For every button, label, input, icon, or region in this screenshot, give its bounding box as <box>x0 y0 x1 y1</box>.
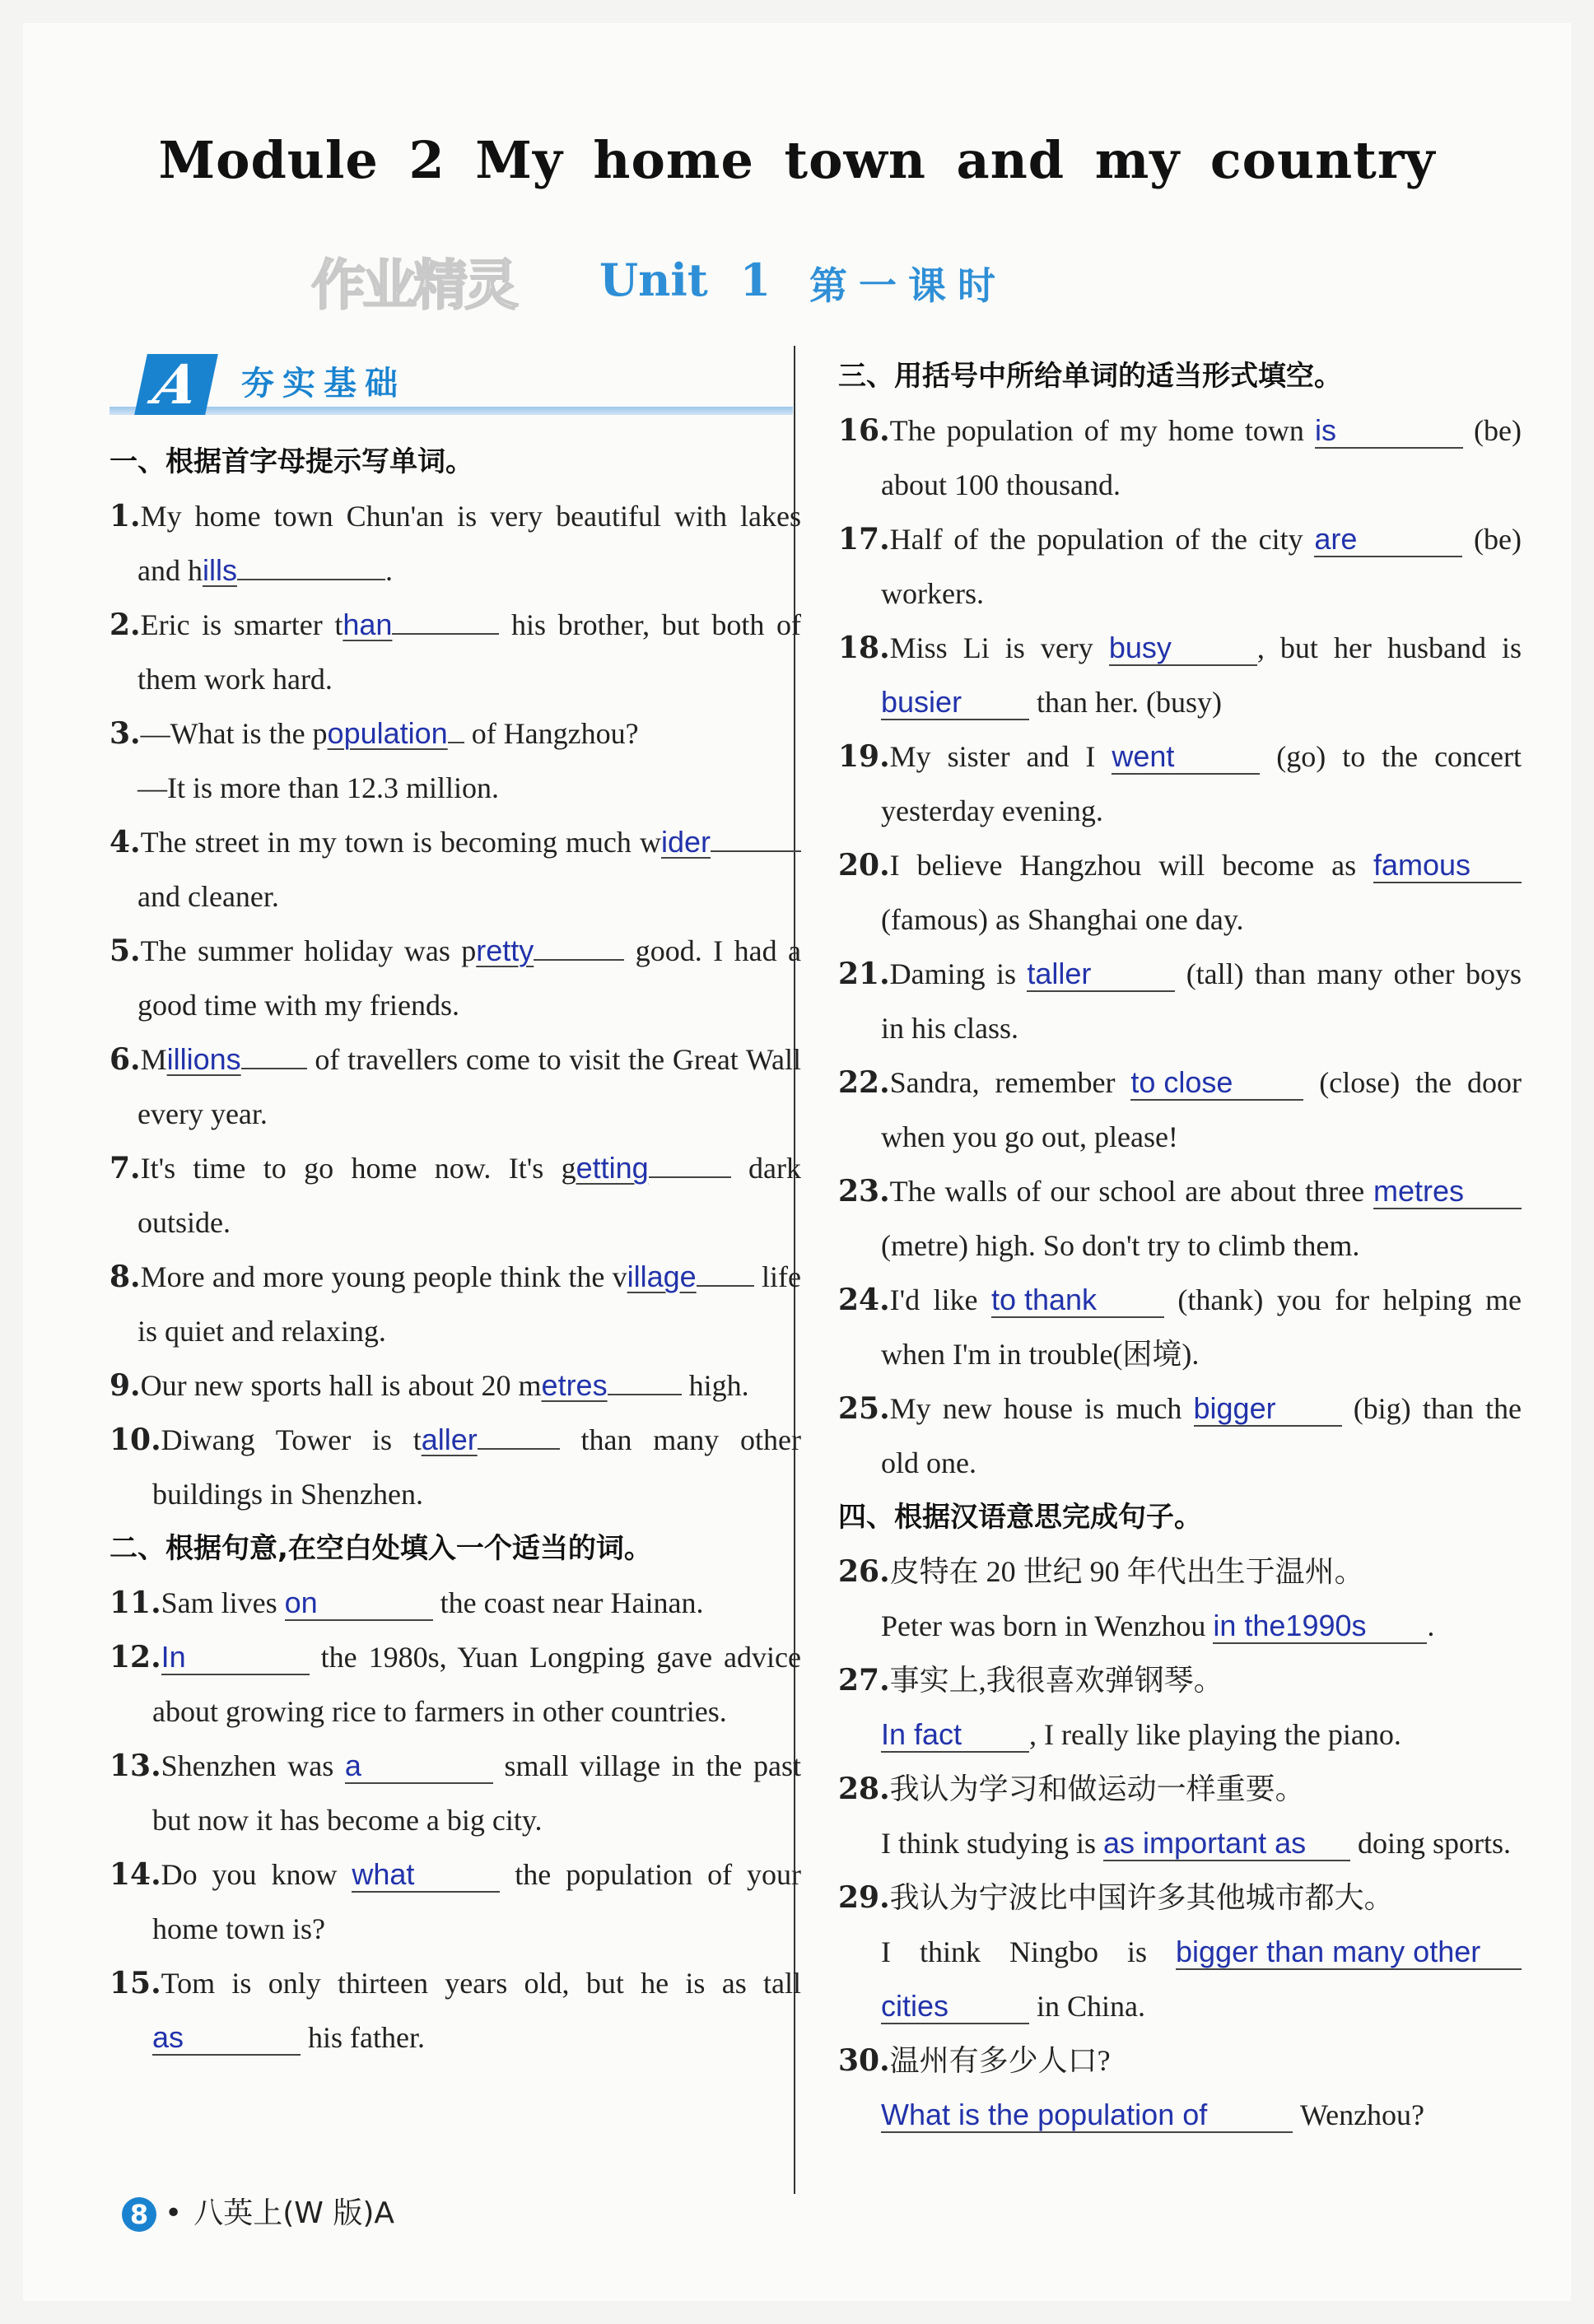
question-text: in China. <box>1029 1990 1145 2023</box>
question-23 <box>838 1164 1522 1273</box>
question-text: Sam lives <box>161 1586 285 1619</box>
question-13 <box>110 1739 801 1847</box>
answer-blank[interactable]: etres <box>541 1368 608 1402</box>
question-text: It's time to go home now. It's g <box>140 1152 576 1185</box>
question-text: (metre) high. So don't try to climb them. <box>881 1229 1360 1262</box>
question-text: of Hangzhou? <box>464 717 639 750</box>
worksheet-page <box>23 23 1571 2301</box>
answer-blank[interactable]: a <box>345 1749 493 1784</box>
question-text: than many other buildings in Shenzhen. <box>152 1423 802 1511</box>
section-heading-1: 一、根据首字母提示写单词。 <box>110 445 473 478</box>
question-text: (famous) as Shanghai one day. <box>881 903 1244 936</box>
answer-blank[interactable]: famous <box>1373 849 1522 883</box>
question-text: The walls of our school are about three <box>889 1175 1373 1208</box>
banner-underline <box>110 407 793 415</box>
book-title: 八英上(W 版)A <box>193 2196 394 2230</box>
question-26 <box>838 1544 1522 1653</box>
question-1 <box>110 489 801 598</box>
question-28 <box>838 1762 1522 1870</box>
page-footer <box>122 2190 394 2232</box>
answer-blank[interactable]: to thank <box>991 1283 1164 1318</box>
question-text: Tom is only thirteen years old, but he is as tall <box>161 1967 801 2000</box>
question-number: 11. <box>110 1586 161 1620</box>
question-number: 3. <box>110 716 141 751</box>
question-text: Eric is smarter t <box>140 608 343 641</box>
answer-underline <box>478 1448 560 1450</box>
question-number: 14. <box>110 1857 161 1892</box>
question-29 <box>838 1870 1522 2033</box>
question-text: (be) about 100 thousand. <box>881 414 1522 501</box>
answer-underline <box>534 959 624 961</box>
answer-blank[interactable]: is <box>1315 414 1463 449</box>
question-number: 4. <box>110 825 141 859</box>
question-text: The street in my town is becoming much w <box>140 826 661 859</box>
question-text: I believe Hangzhou will become as <box>889 849 1373 882</box>
question-chinese: 温州有多少人口? <box>889 2044 1111 2077</box>
question-number: 28. <box>838 1772 890 1806</box>
question-text: (thank) you for helping me when I'm in trouble(困境). <box>881 1283 1522 1371</box>
question-9 <box>110 1358 801 1413</box>
question-text: the 1980s, Yuan Longping gave advice about growing rice to farmers in other countries. <box>152 1641 801 1728</box>
question-text: The summer holiday was p <box>140 934 477 967</box>
question-text: Peter was born in Wenzhou <box>881 1609 1214 1642</box>
question-text: —It is more than 12.3 million. <box>137 771 499 804</box>
question-text: than her. (busy) <box>1029 686 1222 719</box>
question-text: The population of my home town <box>889 414 1315 447</box>
answer-blank[interactable]: illions <box>166 1042 241 1076</box>
question-number: 15. <box>110 1966 161 2000</box>
answer-blank[interactable]: illage <box>627 1260 697 1293</box>
question-text: Sandra, remember <box>889 1066 1131 1099</box>
right-column <box>838 360 1522 2142</box>
question-text: I'd like <box>889 1283 991 1316</box>
question-3 <box>110 706 801 815</box>
question-15 <box>110 1956 801 2065</box>
question-text: Shenzhen was <box>161 1749 345 1782</box>
question-number: 1. <box>110 499 141 533</box>
question-number: 24. <box>838 1283 890 1317</box>
question-20 <box>838 838 1522 947</box>
answer-blank[interactable]: What is the population of <box>881 2098 1293 2133</box>
question-21 <box>838 947 1522 1055</box>
question-text: life is quiet and relaxing. <box>137 1260 801 1348</box>
module-title: Module 2 My home town and my country <box>158 130 1436 190</box>
question-12 <box>110 1630 801 1739</box>
question-number: 2. <box>110 608 141 642</box>
answer-blank-2[interactable]: cities <box>881 1990 1029 2024</box>
answer-blank[interactable]: In <box>161 1641 310 1675</box>
question-number: 12. <box>110 1640 161 1674</box>
question-text: I think studying is <box>881 1827 1104 1860</box>
question-5 <box>110 924 801 1032</box>
page-number: 8 <box>122 2197 156 2232</box>
question-text: and cleaner. <box>137 880 279 913</box>
answer-blank[interactable]: in the1990s <box>1213 1609 1427 1644</box>
question-number: 7. <box>110 1151 141 1185</box>
answer-underline <box>448 742 464 743</box>
question-number: 26. <box>838 1554 890 1589</box>
question-text: (be) workers. <box>881 523 1522 610</box>
question-text: Diwang Tower is t <box>161 1423 422 1456</box>
question-number: 8. <box>110 1260 141 1294</box>
footer-dot: • <box>165 2196 183 2230</box>
question-text: My new house is much <box>889 1392 1194 1425</box>
question-text: M <box>140 1043 167 1076</box>
question-text: I think Ningbo is <box>881 1935 1176 1968</box>
answer-blank[interactable]: bigger than many other <box>1176 1935 1522 1970</box>
answer-blank[interactable]: retty <box>476 934 534 967</box>
question-text: . <box>1427 1609 1435 1642</box>
question-text: My sister and I <box>889 740 1112 773</box>
question-number: 20. <box>838 848 890 883</box>
question-text: dark outside. <box>137 1152 801 1239</box>
question-text: his father. <box>301 2021 425 2054</box>
question-6 <box>110 1032 801 1141</box>
question-17 <box>838 512 1522 621</box>
question-16 <box>838 403 1522 512</box>
question-text: , I really like playing the piano. <box>1029 1718 1401 1751</box>
question-text: high. <box>681 1369 749 1402</box>
answer-blank[interactable]: as <box>152 2021 301 2056</box>
question-text: , but her husband is <box>1256 631 1522 664</box>
question-chinese: 我认为宁波比中国许多其他城市都大。 <box>889 1881 1394 1914</box>
question-number: 22. <box>838 1065 890 1100</box>
question-number: 30. <box>838 2043 890 2078</box>
answer-blank[interactable]: what <box>352 1858 500 1893</box>
answer-blank[interactable]: busy <box>1109 631 1257 666</box>
answer-blank[interactable]: to close <box>1130 1066 1303 1101</box>
question-text: (big) than the old one. <box>881 1392 1522 1479</box>
question-text: (go) to the concert yesterday evening. <box>881 740 1522 827</box>
question-text: . <box>385 554 393 587</box>
question-19 <box>838 729 1522 838</box>
answer-blank[interactable]: opulation <box>327 716 448 750</box>
question-number: 10. <box>110 1423 161 1457</box>
question-18 <box>838 621 1522 729</box>
question-number: 19. <box>838 739 890 774</box>
question-8 <box>110 1250 801 1358</box>
question-text: Do you know <box>161 1858 352 1891</box>
question-27 <box>838 1653 1522 1762</box>
question-number: 18. <box>838 631 890 665</box>
answer-blank[interactable]: as important as <box>1103 1827 1350 1861</box>
answer-blank[interactable]: metres <box>1373 1175 1522 1209</box>
question-text: doing sports. <box>1350 1827 1512 1860</box>
question-text: Miss Li is very <box>889 631 1109 664</box>
question-4 <box>110 815 801 924</box>
question-text: Daming is <box>889 957 1028 990</box>
answer-underline <box>711 850 801 852</box>
question-14 <box>110 1847 801 1956</box>
answer-blank[interactable]: went <box>1112 740 1260 775</box>
question-text: More and more young people think the v <box>140 1260 627 1293</box>
question-10 <box>110 1413 801 1521</box>
question-text: of travellers come to visit the Great Wall every year. <box>137 1043 801 1130</box>
answer-underline <box>237 579 385 580</box>
lesson-title: 第一课时 <box>809 263 1007 308</box>
question-number: 6. <box>110 1042 141 1077</box>
section-heading-3: 三、用括号中所给单词的适当形式填空。 <box>838 360 1342 393</box>
banner-letter: A <box>134 354 218 415</box>
answer-underline <box>392 633 499 635</box>
answer-blank[interactable]: are <box>1314 523 1462 557</box>
answer-blank[interactable]: etting <box>576 1151 649 1185</box>
question-text: (close) the door when you go out, please! <box>881 1066 1522 1153</box>
question-11 <box>110 1576 801 1630</box>
answer-underline <box>697 1285 754 1287</box>
question-text: Half of the population of the city <box>889 523 1315 556</box>
answer-blank[interactable]: In fact <box>881 1718 1029 1753</box>
answer-blank[interactable]: aller <box>421 1423 478 1456</box>
left-column <box>110 435 801 2065</box>
question-text: good. I had a good time with my friends. <box>137 934 801 1022</box>
answer-blank[interactable]: bigger <box>1194 1392 1342 1427</box>
banner-text: 夯实基础 <box>241 364 406 403</box>
question-text: My home town Chun'an is very beautiful with lakes and h <box>137 500 801 587</box>
question-text: (tall) than many other boys in his class. <box>881 957 1522 1045</box>
question-number: 27. <box>838 1663 890 1698</box>
question-number: 9. <box>110 1368 141 1403</box>
section-banner <box>110 352 793 417</box>
question-number: 21. <box>838 957 890 991</box>
question-chinese: 我认为学习和做运动一样重要。 <box>889 1772 1305 1805</box>
question-number: 25. <box>838 1391 890 1426</box>
question-text: Wenzhou? <box>1293 2098 1425 2131</box>
answer-blank[interactable]: taller <box>1027 957 1175 992</box>
section-heading-4: 四、根据汉语意思完成句子。 <box>838 1501 1202 1534</box>
question-chinese: 皮特在 20 世纪 90 年代出生于温州。 <box>889 1555 1364 1588</box>
answer-blank[interactable]: ider <box>660 825 711 859</box>
question-text: his brother, but both of them work hard. <box>137 608 801 696</box>
answer-blank[interactable]: on <box>285 1586 433 1621</box>
question-text: the population of your home town is? <box>152 1858 801 1945</box>
question-number: 23. <box>838 1174 890 1209</box>
unit-title: Unit 1 <box>599 254 771 306</box>
watermark-logo: 作业精灵 <box>311 254 515 317</box>
question-25 <box>838 1381 1522 1490</box>
answer-blank[interactable]: ills <box>202 553 237 587</box>
question-number: 29. <box>838 1880 890 1915</box>
answer-underline <box>241 1068 307 1069</box>
question-number: 13. <box>110 1749 161 1783</box>
question-number: 16. <box>838 413 890 448</box>
question-number: 17. <box>838 522 890 557</box>
question-30 <box>838 2033 1522 2142</box>
answer-underline <box>608 1394 682 1395</box>
question-24 <box>838 1273 1522 1381</box>
question-chinese: 事实上,我很喜欢弹钢琴。 <box>889 1664 1223 1697</box>
question-2 <box>110 598 801 706</box>
question-text: Our new sports hall is about 20 m <box>140 1369 542 1402</box>
answer-blank[interactable]: han <box>343 608 393 641</box>
answer-blank-2[interactable]: busier <box>881 686 1029 720</box>
question-text: small village in the past but now it has become a big city. <box>152 1749 801 1837</box>
question-7 <box>110 1141 801 1250</box>
answer-underline <box>649 1176 731 1178</box>
question-22 <box>838 1055 1522 1164</box>
section-heading-2: 二、根据句意,在空白处填入一个适当的词。 <box>110 1532 652 1565</box>
question-text: the coast near Hainan. <box>432 1586 704 1619</box>
question-text: —What is the p <box>140 717 328 750</box>
question-number: 5. <box>110 934 141 968</box>
